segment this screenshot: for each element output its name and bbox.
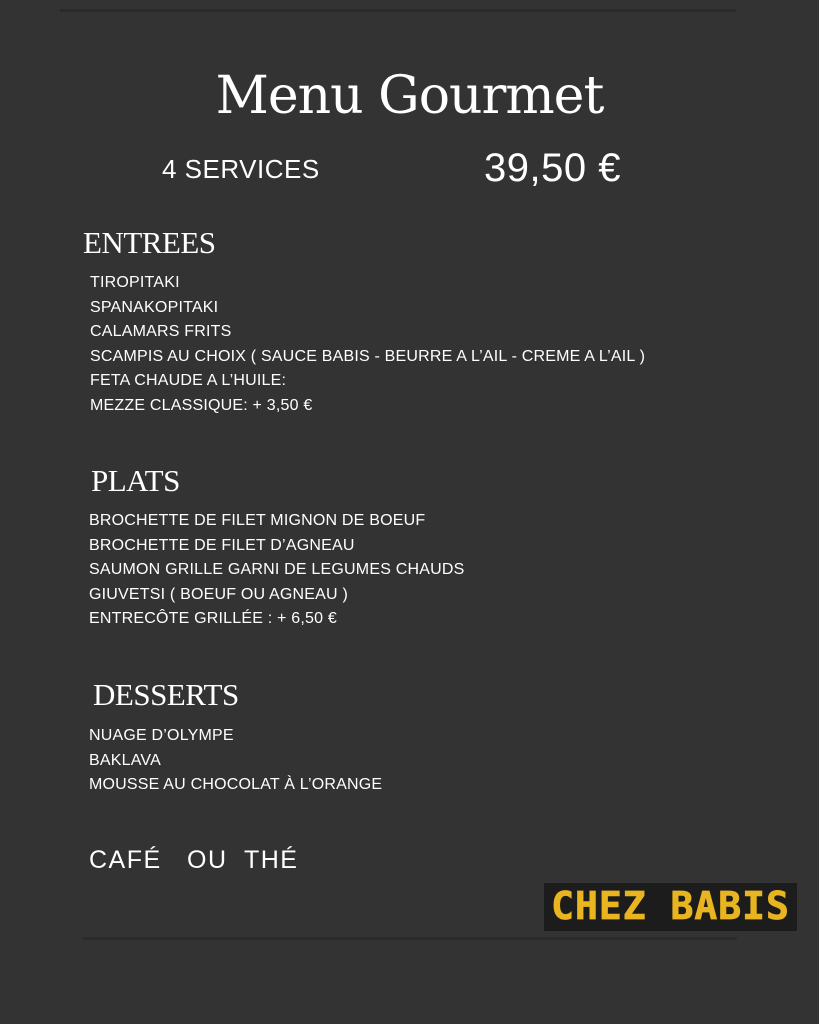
list-item: SAUMON GRILLE GARNI DE LEGUMES CHAUDS bbox=[89, 561, 465, 578]
services-count: 4 SERVICES bbox=[162, 154, 320, 184]
section-heading-entrees: ENTREES bbox=[83, 225, 216, 260]
plats-list bbox=[89, 509, 464, 632]
list-item: CALAMARS FRITS bbox=[90, 323, 232, 340]
restaurant-logo bbox=[544, 883, 797, 931]
top-divider bbox=[60, 9, 736, 12]
drink-choice: CAFÉ OU THÉ bbox=[89, 846, 299, 874]
list-item: SCAMPIS AU CHOIX ( SAUCE BABIS - BEURRE A L’AIL - CREME A L’AIL ) bbox=[90, 347, 646, 365]
bottom-divider bbox=[83, 937, 737, 940]
list-item: FETA CHAUDE A L’HUILE: bbox=[90, 372, 287, 389]
list-item: TIROPITAKI bbox=[90, 274, 180, 291]
list-item: MEZZE CLASSIQUE: + 3,50 € bbox=[90, 396, 313, 414]
list-item: BROCHETTE DE FILET D’AGNEAU bbox=[89, 536, 355, 554]
list-item: ENTRECÔTE GRILLÉE : + 6,50 € bbox=[89, 610, 337, 627]
list-item: BROCHETTE DE FILET MIGNON DE BOEUF bbox=[89, 512, 426, 529]
entrees-list bbox=[90, 271, 645, 418]
menu-price: 39,50 € bbox=[484, 146, 621, 190]
section-heading-plats: PLATS bbox=[91, 463, 180, 498]
desserts-list bbox=[89, 724, 382, 798]
list-item: BAKLAVA bbox=[89, 751, 161, 769]
list-item: GIUVETSI ( BOEUF OU AGNEAU ) bbox=[89, 585, 348, 603]
list-item: NUAGE D’OLYMPE bbox=[89, 727, 234, 744]
menu-title: Menu Gourmet bbox=[215, 66, 604, 126]
logo-wordmark bbox=[544, 883, 797, 931]
section-heading-desserts: DESSERTS bbox=[93, 677, 239, 712]
logo-text: CHEZ BABIS bbox=[551, 884, 790, 928]
list-item: MOUSSE AU CHOCOLAT À L’ORANGE bbox=[89, 776, 383, 793]
list-item: SPANAKOPITAKI bbox=[90, 298, 219, 316]
